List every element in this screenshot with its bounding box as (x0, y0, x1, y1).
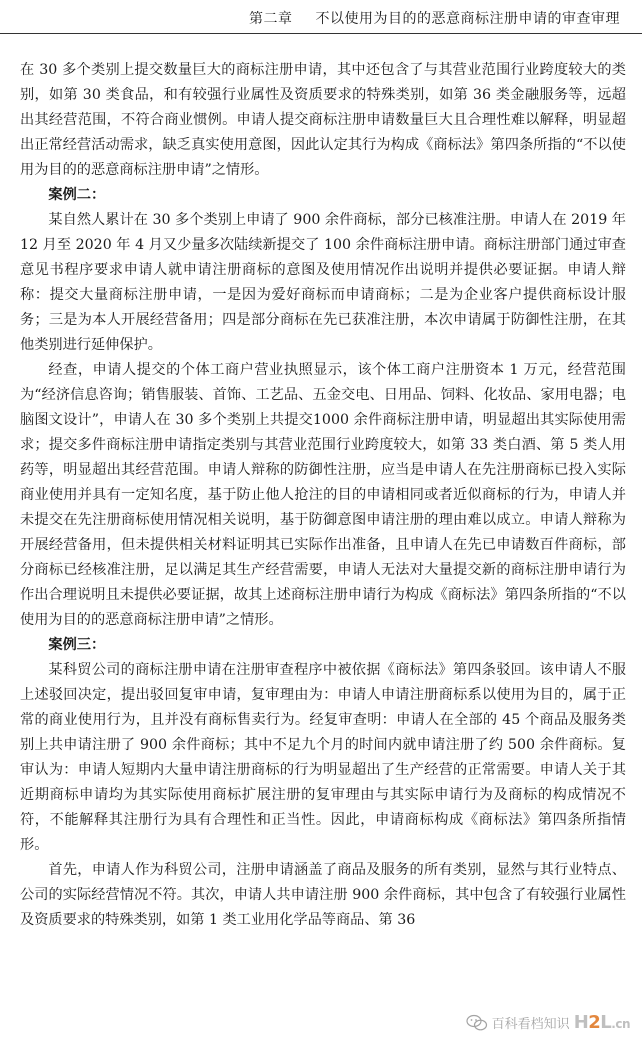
chapter-label: 第二章 (249, 11, 293, 27)
case2-heading: 案例二： (48, 187, 106, 203)
paragraph-intro: 在 30 多个类别上提交数量巨大的商标注册申请，其中还包含了与其营业范围行业跨度较大的类别，如第 30 类食品，和有较强行业属性及资质要求的特殊类别，如第 36 类金融服务等，远超出其经营范围，不符合商业惯例。申请人提交商标注册申请数量巨大且合理性难以解释，明显超出正常经营活动需求，缺乏真实使用意图，因此认定其行为构成《商标法》第四条所指的“不以使用为目的的恶意商标注册申请”之情形。 (20, 62, 626, 178)
watermark-logo: H2L.cn (573, 1012, 630, 1033)
wechat-icon (466, 1014, 488, 1032)
watermark-text: 百科看档知识 (491, 1017, 570, 1032)
watermark (466, 1012, 630, 1033)
case2-paragraph-1: 某自然人累计在 30 多个类别上申请了 900 余件商标，部分已核准注册。申请人在 2019 年 12 月至 2020 年 4 月又少量多次陆续新提交了 100 余件商标注册申请。商标注册部门通过审查意见书程序要求申请人就申请注册商标的意图及使用情况作出说明并提供必要证据。申请人辩称：提交大量商标注册申请，一是因为爱好商标而申请商标；二是为企业客户提供商标设计服务；三是为本人开展经营备用；四是部分商标在先已获准注册，本次申请属于防御性注册，在其他类别进行延伸保护。 (20, 212, 626, 353)
running-header (0, 0, 642, 34)
chapter-title: 不以使用为目的的恶意商标注册申请的审查审理 (315, 11, 620, 27)
case2-paragraph-2: 经查，申请人提交的个体工商户营业执照显示，该个体工商户注册资本 1 万元，经营范围为“经济信息咨询；销售服装、首饰、工艺品、五金交电、日用品、饲料、化妆品、家用电器；电脑图文设计”，申请人在 30 多个类别上共提交1000 余件商标注册申请，明显超出其实际使用需求；提交多件商标注册申请指定类别与其营业范围行业跨度较大，如第 33 类白酒、第 5 类人用药等，明显超出其经营范围。申请人辩称的防御性注册，应当是申请人在先注册商标已投入实际商业使用并具有一定知名度，基于防止他人抢注的目的申请相同或者近似商标的行为，申请人并未提交在先注册商标使用情况相关说明，基于防御意图申请注册的理由难以成立。申请人辩称为开展经营备用，但未提供相关材料证明其已实际作出准备，且申请人在先已申请数百件商标，部分商标已经核准注册，足以满足其生产经营需要，申请人无法对大量提交新的商标注册申请行为作出合理说明且未提供必要证据，故其上述商标注册申请行为构成《商标法》第四条所指的“不以使用为目的的恶意商标注册申请”之情形。 (20, 362, 626, 628)
case3-heading: 案例三： (48, 637, 106, 653)
case3-paragraph-1: 某科贸公司的商标注册申请在注册审查程序中被依据《商标法》第四条驳回。该申请人不服上述驳回决定，提出驳回复审申请，复审理由为：申请人申请注册商标系以使用为目的，属于正常的商业使用行为，且并没有商标售卖行为。经复审查明：申请人在全部的 45 个商品及服务类别上共申请注册了 900 余件商标；其中不足九个月的时间内就申请注册了约 500 余件商标。复审认为：申请人短期内大量申请注册商标的行为明显超出了生产经营的正常需要。申请人关于其近期商标申请均为其实际使用商标扩展注册的复审理由与其实际申请行为及商标的构成情况不符，不能解释其注册行为具有合理性和正当性。因此，申请商标构成《商标法》第四条所指情形。 (20, 662, 626, 853)
case3-paragraph-2: 首先，申请人作为科贸公司，注册申请涵盖了商品及服务的所有类别，显然与其行业特点、公司的实际经营情况不符。其次，申请人共申请注册 900 余件商标，其中包含了有较强行业属性及资质要求的特殊类别，如第 1 类工业用化学品等商品、第 36 (20, 862, 626, 928)
page-body (20, 58, 626, 933)
